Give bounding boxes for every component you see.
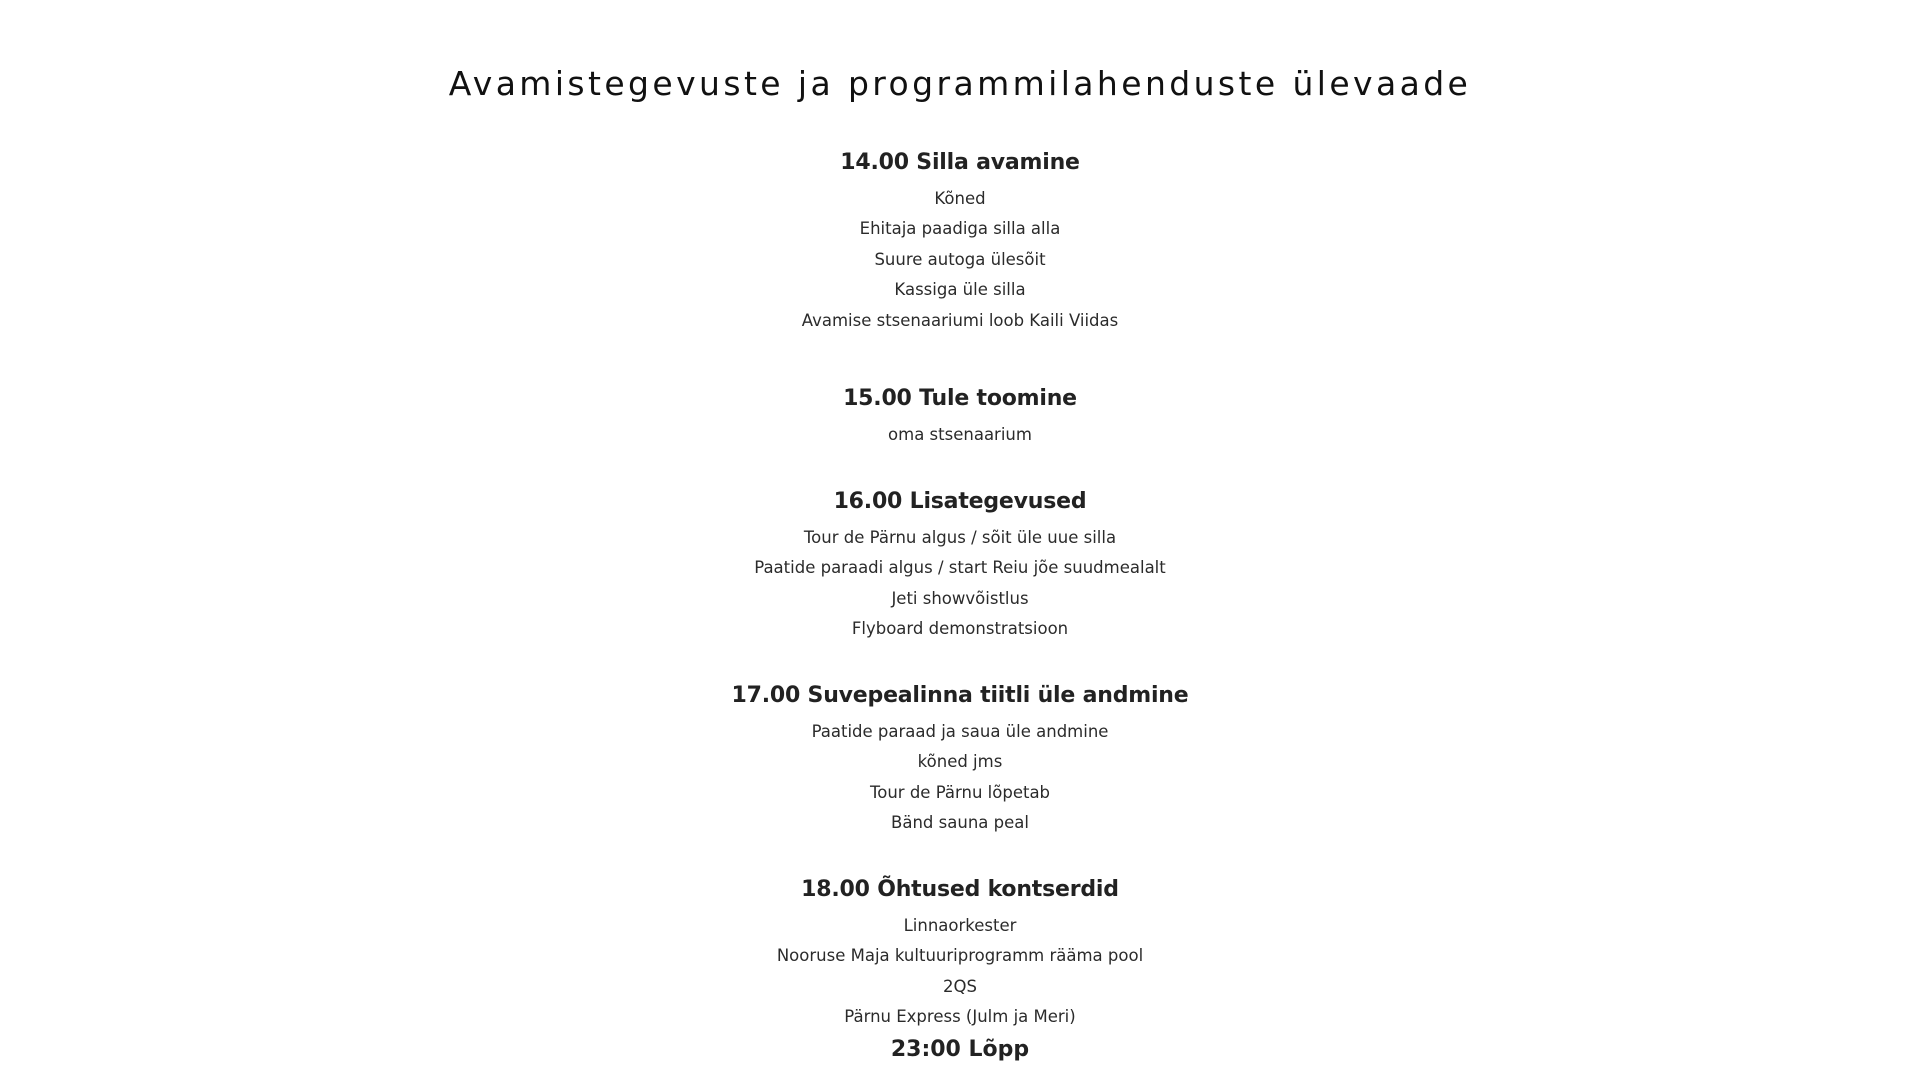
section-lisategevused	[0, 487, 1920, 645]
list-item: Ehitaja paadiga silla alla	[859, 219, 1061, 239]
list-item: Paatide paraad ja saua üle andmine	[811, 722, 1109, 741]
closing-heading: 23:00 Lõpp	[890, 1037, 1030, 1062]
section-items	[0, 717, 1920, 839]
list-item: oma stsenaarium	[888, 425, 1032, 444]
section-heading: 14.00 Silla avamine	[840, 150, 1080, 175]
list-item: Jeti showvõistlus	[891, 588, 1029, 608]
list-item: Kõned	[934, 189, 986, 208]
list-item: Paatide paraadi algus / start Reiu jõe suudmealalt	[754, 558, 1166, 578]
section-heading: 16.00 Lisategevused	[833, 489, 1087, 514]
list-item: Suure autoga ülesõit	[874, 249, 1046, 269]
section-items	[0, 184, 1920, 336]
list-item: Nooruse Maja kultuuriprogramm rääma pool	[776, 946, 1144, 966]
section-ohtused-kontserdid	[0, 875, 1920, 1033]
list-item: Tour de Pärnu lõpetab	[869, 782, 1051, 802]
list-item: kõned jms	[917, 752, 1003, 772]
page-title: Avamistegevuste ja programmilahenduste ülevaade	[448, 64, 1472, 103]
section-silla-avamine	[0, 148, 1920, 336]
section-heading: 18.00 Õhtused kontserdid	[801, 877, 1119, 902]
section-heading: 15.00 Tule toomine	[843, 386, 1077, 411]
section-suvepealinna-tiitel	[0, 681, 1920, 839]
section-items	[0, 911, 1920, 1033]
section-heading: 17.00 Suvepealinna tiitli üle andmine	[731, 683, 1189, 708]
list-item: Avamise stsenaariumi loob Kaili Viidas	[801, 310, 1119, 330]
list-item: Bänd sauna peal	[891, 813, 1029, 833]
list-item: Flyboard demonstratsioon	[851, 619, 1069, 639]
list-item: Kassiga üle silla	[894, 280, 1026, 300]
section-items	[0, 523, 1920, 645]
list-item: Tour de Pärnu algus / sõit üle uue silla	[803, 528, 1117, 547]
section-tule-toomine	[0, 384, 1920, 450]
list-item: Pärnu Express (Julm ja Meri)	[844, 1007, 1076, 1027]
list-item: Linnaorkester	[903, 916, 1017, 935]
section-items	[0, 420, 1920, 450]
list-item: 2QS	[943, 976, 977, 996]
